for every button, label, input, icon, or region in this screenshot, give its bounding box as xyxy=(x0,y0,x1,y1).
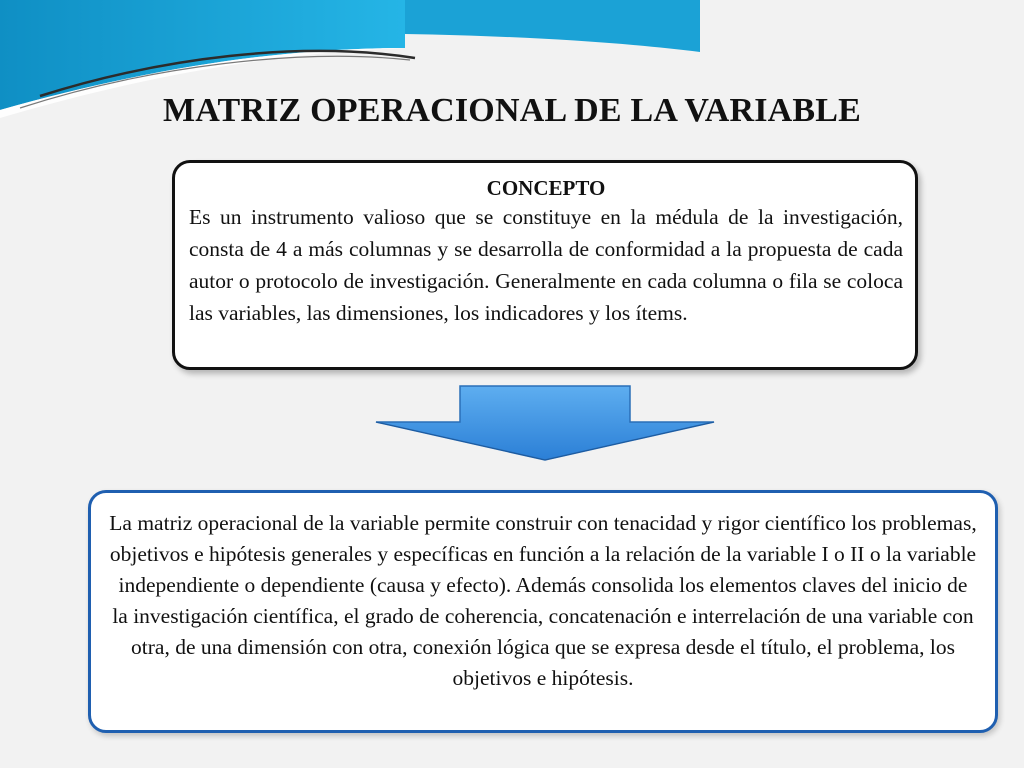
concept-heading: CONCEPTO xyxy=(486,176,606,200)
concept-text: Es un instrumento valioso que se constituye en la médula de la investigación, consta de 4 a más columnas y se desarrolla de conformidad a la propuesta de cada autor o protocolo de investigación. Generalmente en cada columna o fila se coloca las variables, las dimensiones, los indicadores y los ítems. xyxy=(189,205,903,325)
description-box xyxy=(88,490,998,733)
concept-box xyxy=(172,160,918,370)
description-text: La matriz operacional de la variable permite construir con tenacidad y rigor científico los problemas, objetivos e hipótesis generales y específicas en función a la relación de la variable I o II o la variable independiente o dependiente (causa y efecto). Además consolida los elementos claves del inicio de la investigación científica, el grado de coherencia, concatenación e interrelación de una variable con otra, de una dimensión con otra, conexión lógica que se expresa desde el título, el problema, los objetivos e hipótesis. xyxy=(109,511,977,690)
down-arrow-icon xyxy=(372,384,718,464)
slide-title: MATRIZ OPERACIONAL DE LA VARIABLE xyxy=(162,92,862,129)
